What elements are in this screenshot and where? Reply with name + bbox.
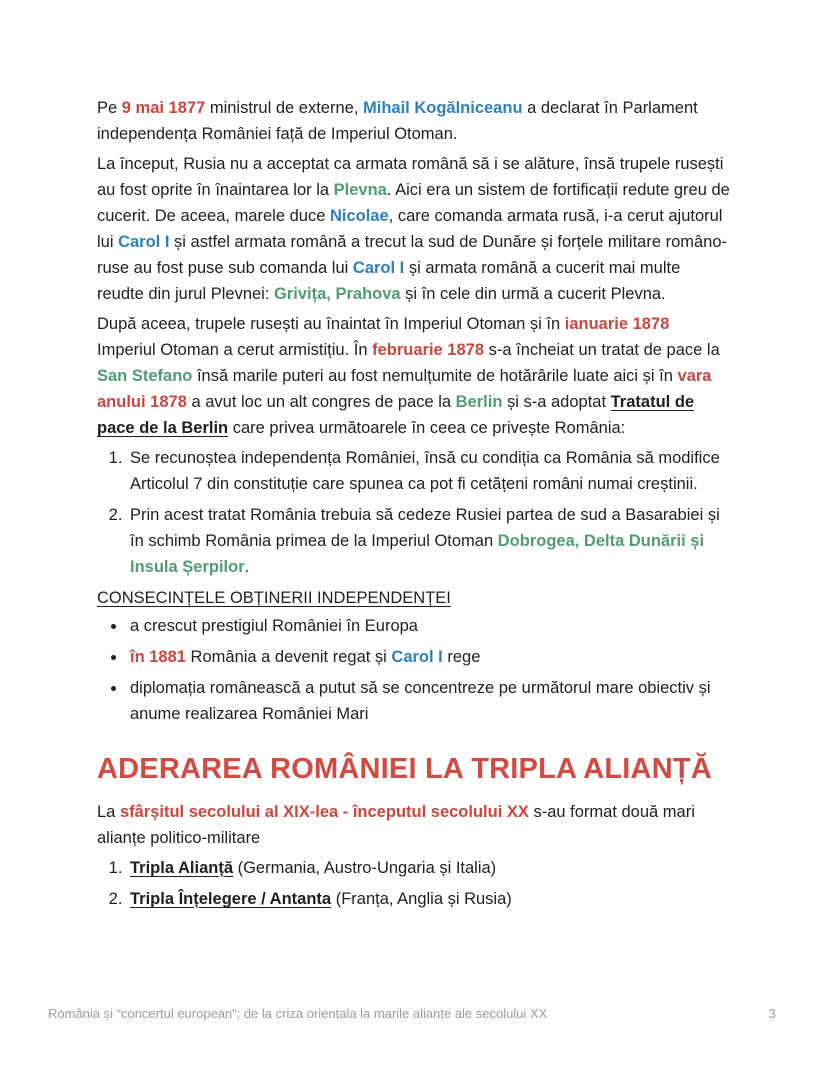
text-segment: a crescut prestigiul României în Europa [130,617,418,635]
text-segment: . Aici era un sistem de fortificații redute greu de cucerit. De aceea, marele duce [97,181,730,225]
text-segment: . [244,558,250,576]
text-segment: La început, Rusia nu a acceptat ca armata română să i se alăture, însă trupele rusești au fost oprite în înaintarea lor la [97,155,724,199]
text-segment: diplomația românească a putut să se concentreze pe următorul mare obiectiv și anume realizarea României Mari [130,679,711,723]
page-number: 3 [768,1006,776,1021]
text-segment: După aceea, trupele rusești au înaintat în Imperiul Otoman și în [97,315,565,333]
text-segment-green: Berlin [455,393,503,411]
text-segment-boldul: Tripla Alianță [130,859,233,877]
text-segment-blue: Carol I [352,259,405,277]
text-segment-red: în 1881 [130,648,186,666]
text-segment-green: Grivița, Prahova [274,285,401,303]
text-segment: rege [442,648,481,666]
ordered-list [97,855,731,912]
list-item [127,613,731,639]
text-segment: La [97,803,120,821]
text-segment: s-au format două mari alianțe politico-militare [97,803,695,847]
footer-title: România și “concertul european”; de la criza orientala la marile alianțe ale secolului XX [48,1006,548,1021]
text-segment: s-a încheiat un tratat de pace la [484,341,720,359]
text-segment: a avut loc un alt congres de pace la [186,393,456,411]
paragraph [97,311,731,441]
text-segment-blue: Carol I [391,648,443,666]
text-segment-green: Dobrogea, Delta Dunării și Insula Șerpilor [130,532,705,576]
paragraph [97,799,731,851]
section-heading [97,585,731,611]
text-segment: care privea următoarele în ceea ce privește România: [228,419,626,437]
text-segment: CONSECINȚELE OBȚINERII INDEPENDENȚEI [97,589,451,607]
text-segment-green: Plevna [333,181,387,199]
text-segment: și astfel armata română a trecut la sud de Dunăre și forțele militare româno-ruse au fost puse sub comanda lui [97,233,728,277]
text-segment-boldul: Tratatul de pace de la Berlin [97,393,695,437]
text-segment: ministrul de externe, [205,99,363,117]
bullet-list [97,613,731,727]
paragraph [97,95,731,147]
main-heading [97,751,731,787]
text-segment: , care comanda armata rusă, i-a cerut ajutorul lui [97,207,723,251]
text-segment-boldul: Tripla Înțelegere / Antanta [130,890,332,908]
text-segment-blue: Nicolae [329,207,389,225]
text-segment-red: ianuarie 1878 [564,315,670,333]
list-item [127,445,731,497]
text-segment: și s-a adoptat [502,393,611,411]
text-segment: Imperiul Otoman a cerut armistițiu. În [97,341,373,359]
page-footer [48,1006,776,1022]
list-item [127,502,731,580]
text-segment-red: vara anului 1878 [97,367,712,411]
text-segment-red: 9 mai 1877 [121,99,206,117]
list-item [127,886,731,912]
text-segment-blue: Mihail Kogălniceanu [363,99,523,117]
text-segment: Se recunoștea independența României, însă cu condiția ca România să modifice Articolul 7 din constituție care spunea ca pot fi cetățeni români numai creștinii. [130,449,720,493]
document-content [97,95,731,917]
text-segment: Pe [97,99,122,117]
paragraph [97,151,731,307]
list-item [127,675,731,727]
text-segment: România a devenit regat și [185,648,392,666]
text-segment: și în cele din urmă a cucerit Plevna. [400,285,666,303]
text-segment: ADERAREA ROMÂNIEI LA TRIPLA ALIANȚĂ [97,753,712,785]
text-segment: (Franța, Anglia și Rusia) [331,890,512,908]
text-segment: a declarat în Parlament independența României față de Imperiul Otoman. [97,99,698,143]
text-segment-blue: Carol I [118,233,170,251]
ordered-list [97,445,731,580]
text-segment-red: februarie 1878 [372,341,485,359]
list-item [127,644,731,670]
text-segment-red: sfârșitul secolului al XIX-lea - începutul secolului XX [119,803,529,821]
text-segment: (Germania, Austro-Ungaria și Italia) [233,859,497,877]
text-segment: și armata română a cucerit mai multe reudte din jurul Plevnei: [97,259,681,303]
list-item [127,855,731,881]
text-segment-green: San Stefano [97,367,193,385]
text-segment: însă marile puteri au fost nemulțumite de hotărârile luate aici și în [192,367,678,385]
text-segment: Prin acest tratat România trebuia să cedeze Rusiei partea de sud a Basarabiei și în schimb România primea de la Imperiul Otoman [130,506,720,550]
